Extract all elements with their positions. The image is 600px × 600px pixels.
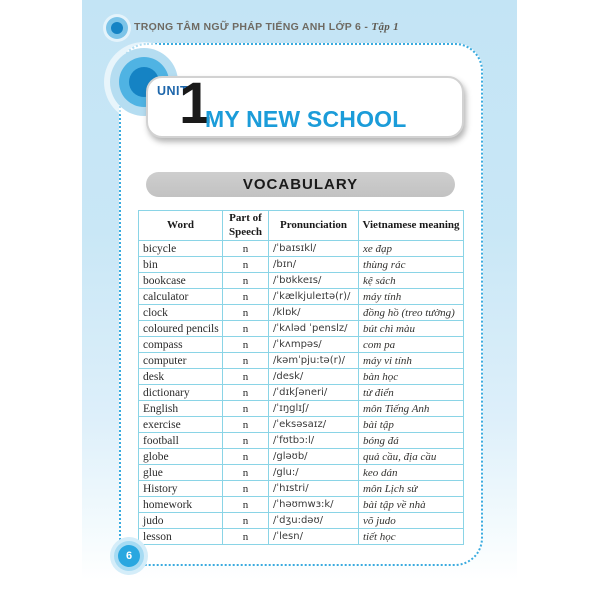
table-header-row bbox=[139, 211, 464, 241]
cell-meaning: đồng hồ (treo tường) bbox=[359, 305, 464, 321]
cell-meaning: thùng rác bbox=[359, 257, 464, 273]
table-row bbox=[139, 401, 464, 417]
cell-pos: n bbox=[223, 241, 269, 257]
unit-number: 1 bbox=[179, 71, 212, 136]
cell-pron: /desk/ bbox=[269, 369, 359, 385]
cell-pos: n bbox=[223, 433, 269, 449]
cell-pos: n bbox=[223, 353, 269, 369]
cell-word: homework bbox=[139, 497, 223, 513]
cell-pron: /ˈbaɪsɪkl/ bbox=[269, 241, 359, 257]
table-row bbox=[139, 497, 464, 513]
cell-word: glue bbox=[139, 465, 223, 481]
book-title: TRỌNG TÂM NGỮ PHÁP TIẾNG ANH LỚP 6 - bbox=[134, 21, 372, 33]
table-body bbox=[139, 241, 464, 545]
cell-word: judo bbox=[139, 513, 223, 529]
table-row bbox=[139, 385, 464, 401]
cell-pos: n bbox=[223, 289, 269, 305]
cell-pron: /ˈeksəsaɪz/ bbox=[269, 417, 359, 433]
table-row bbox=[139, 321, 464, 337]
cell-pos: n bbox=[223, 257, 269, 273]
section-title-bar bbox=[146, 172, 455, 197]
cell-word: bicycle bbox=[139, 241, 223, 257]
cell-meaning: máy vi tính bbox=[359, 353, 464, 369]
table-row bbox=[139, 433, 464, 449]
decorative-circle-small bbox=[106, 17, 128, 39]
table-row bbox=[139, 529, 464, 545]
cell-pos: n bbox=[223, 305, 269, 321]
table-row bbox=[139, 257, 464, 273]
cell-word: computer bbox=[139, 353, 223, 369]
cell-pron: /ˈɪŋglɪʃ/ bbox=[269, 401, 359, 417]
cell-meaning: bóng đá bbox=[359, 433, 464, 449]
table-row bbox=[139, 289, 464, 305]
cell-pos: n bbox=[223, 481, 269, 497]
cell-pos: n bbox=[223, 417, 269, 433]
book-header bbox=[134, 21, 484, 33]
column-header-pronunciation: Pronunciation bbox=[269, 211, 359, 241]
cell-pron: /ˈkælkjuleɪtə(r)/ bbox=[269, 289, 359, 305]
cell-word: globe bbox=[139, 449, 223, 465]
unit-badge bbox=[146, 71, 464, 138]
cell-pron: /bɪn/ bbox=[269, 257, 359, 273]
cell-meaning: võ judo bbox=[359, 513, 464, 529]
section-title: VOCABULARY bbox=[242, 176, 359, 193]
cell-pos: n bbox=[223, 321, 269, 337]
cell-word: clock bbox=[139, 305, 223, 321]
cell-word: bin bbox=[139, 257, 223, 273]
column-header-part-of-speech: Part of Speech bbox=[223, 211, 269, 241]
table-row bbox=[139, 273, 464, 289]
table-row bbox=[139, 353, 464, 369]
cell-pron: /ˈlesn/ bbox=[269, 529, 359, 545]
cell-pos: n bbox=[223, 273, 269, 289]
cell-word: bookcase bbox=[139, 273, 223, 289]
cell-pron: /ˈkʌləd ˈpenslz/ bbox=[269, 321, 359, 337]
cell-word: football bbox=[139, 433, 223, 449]
cell-word: exercise bbox=[139, 417, 223, 433]
cell-pron: /klɒk/ bbox=[269, 305, 359, 321]
cell-word: calculator bbox=[139, 289, 223, 305]
cell-word: desk bbox=[139, 369, 223, 385]
cell-pron: /ˈfʊtbɔ:l/ bbox=[269, 433, 359, 449]
cell-pos: n bbox=[223, 449, 269, 465]
cell-meaning: máy tính bbox=[359, 289, 464, 305]
decorative-circle-small-core bbox=[111, 22, 123, 34]
cell-meaning: bài tập về nhà bbox=[359, 497, 464, 513]
cell-pron: /ˈdʒu:dəʊ/ bbox=[269, 513, 359, 529]
cell-meaning: tiết học bbox=[359, 529, 464, 545]
unit-title: MY NEW SCHOOL bbox=[205, 106, 407, 132]
cell-pos: n bbox=[223, 513, 269, 529]
cell-pron: /glu:/ bbox=[269, 465, 359, 481]
table-row bbox=[139, 481, 464, 497]
cell-meaning: bàn học bbox=[359, 369, 464, 385]
table-row bbox=[139, 465, 464, 481]
cell-meaning: bút chì màu bbox=[359, 321, 464, 337]
cell-pos: n bbox=[223, 401, 269, 417]
cell-pos: n bbox=[223, 465, 269, 481]
cell-meaning: môn Lịch sử bbox=[359, 481, 464, 497]
cell-pron: /ˈkʌmpəs/ bbox=[269, 337, 359, 353]
cell-word: compass bbox=[139, 337, 223, 353]
cell-meaning: quả cầu, địa cầu bbox=[359, 449, 464, 465]
table-row bbox=[139, 305, 464, 321]
page-number-badge bbox=[118, 545, 140, 567]
cell-pron: /ˈbʊkkeɪs/ bbox=[269, 273, 359, 289]
unit-label: UNIT bbox=[157, 84, 189, 98]
cell-pron: /ˈhɪstri/ bbox=[269, 481, 359, 497]
cell-word: English bbox=[139, 401, 223, 417]
vocabulary-table bbox=[138, 210, 464, 545]
cell-pos: n bbox=[223, 369, 269, 385]
cell-pron: /ˈhəʊmwɜ:k/ bbox=[269, 497, 359, 513]
table-row bbox=[139, 369, 464, 385]
cell-word: History bbox=[139, 481, 223, 497]
cell-pron: /gləʊb/ bbox=[269, 449, 359, 465]
cell-meaning: từ điển bbox=[359, 385, 464, 401]
cell-meaning: bài tập bbox=[359, 417, 464, 433]
column-header-word: Word bbox=[139, 211, 223, 241]
cell-meaning: xe đạp bbox=[359, 241, 464, 257]
cell-meaning: kệ sách bbox=[359, 273, 464, 289]
cell-word: coloured pencils bbox=[139, 321, 223, 337]
cell-pos: n bbox=[223, 529, 269, 545]
table-row bbox=[139, 417, 464, 433]
cell-word: lesson bbox=[139, 529, 223, 545]
cell-pos: n bbox=[223, 385, 269, 401]
column-header-vietnamese-meaning: Vietnamese meaning bbox=[359, 211, 464, 241]
cell-pron: /ˈdɪkʃəneri/ bbox=[269, 385, 359, 401]
table-row bbox=[139, 241, 464, 257]
cell-pron: /kəmˈpju:tə(r)/ bbox=[269, 353, 359, 369]
table-row bbox=[139, 513, 464, 529]
book-volume: Tập 1 bbox=[371, 21, 399, 33]
table-row bbox=[139, 337, 464, 353]
page-number: 6 bbox=[125, 550, 133, 562]
table-row bbox=[139, 449, 464, 465]
cell-meaning: com pa bbox=[359, 337, 464, 353]
cell-pos: n bbox=[223, 337, 269, 353]
cell-pos: n bbox=[223, 497, 269, 513]
cell-meaning: keo dán bbox=[359, 465, 464, 481]
cell-word: dictionary bbox=[139, 385, 223, 401]
cell-meaning: môn Tiếng Anh bbox=[359, 401, 464, 417]
